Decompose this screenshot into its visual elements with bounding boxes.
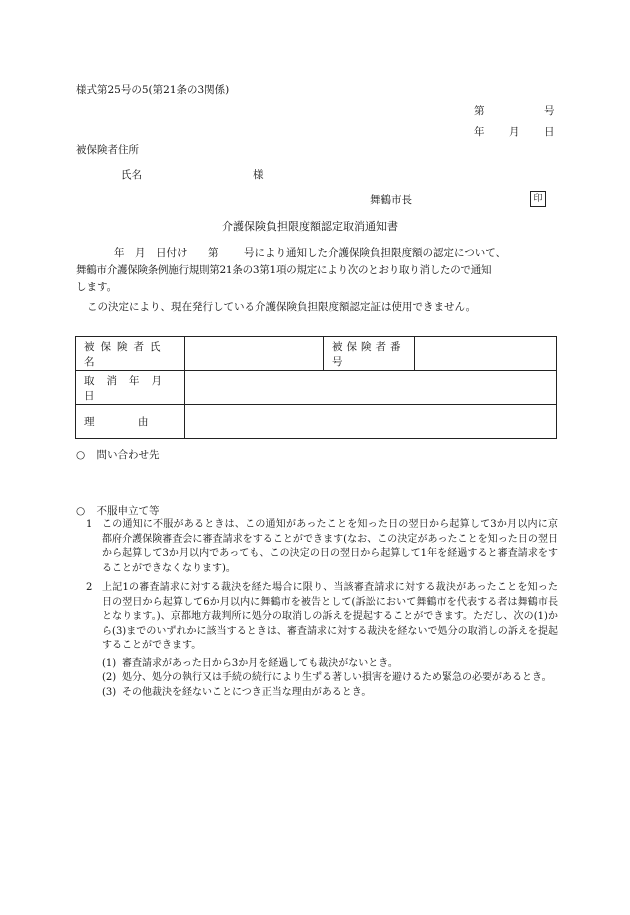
appeal-item-1-text: この通知に不服があるときは、この通知があったことを知った日の翌日から起算して3か月以内に京都府介護保険審査会に審査請求をすることができます(なお、この決定があったことを知った日の翌日から起算して3か月以内であっても、この決定の日の翌日から起算して1年を経過すると審査請求をすることができなくなります)。 <box>102 519 558 574</box>
appeal-item-1-number: 1 <box>86 519 93 530</box>
appeal-item-2 <box>76 581 558 654</box>
issue-date-blank: 年 月 日付け <box>114 247 188 259</box>
issuer-name: 舞鶴市長 <box>370 194 412 206</box>
honorific: 様 <box>253 169 264 181</box>
appeal-heading-row <box>76 503 160 518</box>
cancel-date-label-cell <box>76 371 185 405</box>
contact-section <box>76 447 160 462</box>
notice-number-suffix: 号 <box>544 105 555 117</box>
insured-name-label-cell <box>76 337 185 371</box>
reason-value <box>185 405 557 439</box>
appeal-sub-2-text: 処分、処分の執行又は手続の続行により生ずる著しい損害を避けるため緊急の必要があるとき。 <box>122 672 552 683</box>
insured-number-value <box>415 337 557 371</box>
appeal-sub-3-number: (3) <box>102 686 117 698</box>
appeal-sub-1 <box>76 657 558 672</box>
name-label: 氏名 <box>121 169 142 181</box>
body-text-3: します。 <box>76 281 118 293</box>
contact-bullet: ○ <box>76 449 86 461</box>
appeal-sub-3 <box>76 686 558 701</box>
appeal-sub-3-text: その他裁決を経ないことにつき正当な理由があるとき。 <box>122 686 372 698</box>
cancel-date-value <box>185 371 557 405</box>
body-text-2: 舞鶴市介護保険条例施行規則第21条の3第1項の規定により次のとおり取り消したので通知 <box>76 264 492 276</box>
appeal-heading: 不服申立て等 <box>96 505 160 517</box>
reason-label: 理 由 <box>84 416 152 428</box>
date-day: 日 <box>544 126 555 138</box>
document-title: 介護保険負担限度額認定取消通知書 <box>222 220 398 233</box>
insured-name-value <box>185 337 324 371</box>
issue-number-label: 第 <box>208 247 219 259</box>
cancel-date-label: 取消年月日 <box>84 374 174 402</box>
appeal-item-1 <box>76 518 558 576</box>
appeal-sub-1-number: (1) <box>102 657 117 669</box>
notice-number-label: 第 <box>474 105 485 117</box>
reason-label-cell <box>76 405 185 439</box>
form-id: 様式第25号の5(第21条の3関係) <box>76 84 230 96</box>
appeal-item-2-text: 上記1の審査請求に対する裁決を経た場合に限り、当該審査請求に対する裁決があったことを知った日の翌日から起算して6か月以内に舞鶴市を被告として(訴訟において舞鶴市を代表する者は舞鶴市長となります。)、京都地方裁判所に処分の取消しの訴えを提起することができます。ただし、次の(1)から(3)までのいずれかに該当するときは、審査請求に対する裁決を経ないで処分の取消しの訴えを提起することができます。 <box>102 582 558 651</box>
appeal-sub-1-text: 審査請求があった日から3か月を経過しても裁決がないとき。 <box>122 657 398 669</box>
info-table <box>75 336 557 439</box>
appeal-list <box>76 518 558 700</box>
insured-number-label: 被保険者番号 <box>332 340 405 368</box>
seal-mark: 印 <box>530 191 546 207</box>
body-text-1: 号により通知した介護保険負担限度額の認定について、 <box>244 247 507 259</box>
body-paragraph <box>76 245 558 316</box>
appeal-sub-2 <box>76 671 558 686</box>
insured-number-label-cell <box>324 337 415 371</box>
appeal-sub-2-number: (2) <box>102 672 117 683</box>
appeal-item-2-number: 2 <box>86 582 93 593</box>
insured-name-label: 被保険者氏名 <box>84 340 167 368</box>
contact-label: 問い合わせ先 <box>96 449 160 461</box>
body-text-4: この決定により、現在発行している介護保険負担限度額認定証は使用できません。 <box>87 301 477 313</box>
date-month: 月 <box>509 126 520 138</box>
address-label: 被保険者住所 <box>76 144 139 156</box>
date-year: 年 <box>474 126 485 138</box>
appeal-bullet: ○ <box>76 505 86 517</box>
